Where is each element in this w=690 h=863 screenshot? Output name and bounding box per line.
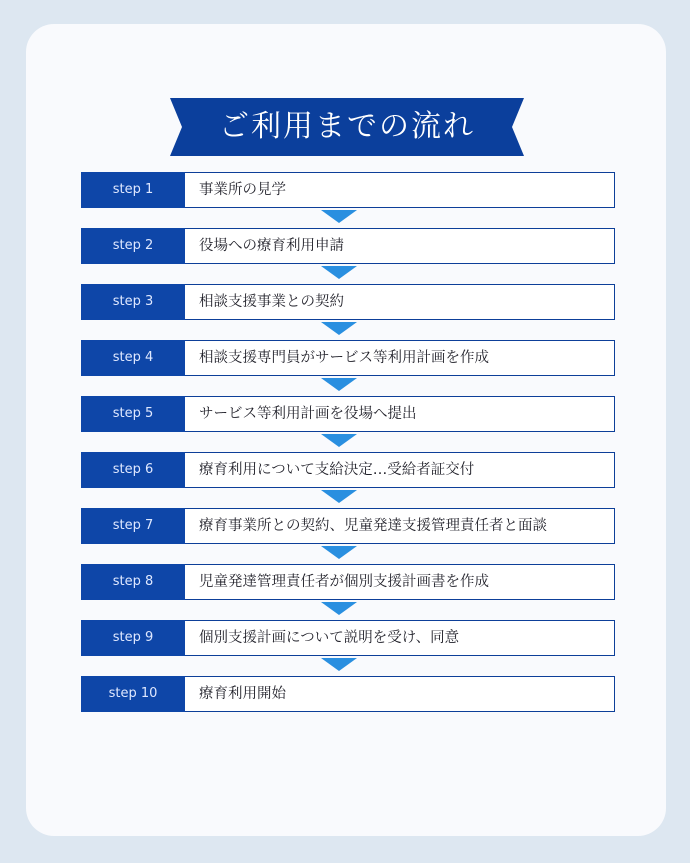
step-number: step 6	[81, 452, 185, 488]
down-arrow-icon	[321, 434, 357, 447]
step-number: step 5	[81, 396, 185, 432]
step-label: 個別支援計画について説明を受け、同意	[199, 630, 460, 646]
step-box	[185, 340, 615, 376]
step-label: 療育利用について支給決定…受給者証交付	[199, 462, 475, 478]
step-item	[81, 508, 616, 544]
step-label: 相談支援専門員がサービス等利用計画を作成	[199, 350, 489, 366]
down-arrow-icon	[321, 546, 357, 559]
step-label: サービス等利用計画を役場へ提出	[199, 406, 417, 422]
step-item	[81, 452, 616, 488]
step-label: 児童発達管理責任者が個別支援計画書を作成	[199, 574, 489, 590]
step-item	[81, 228, 616, 264]
step-number: step 7	[81, 508, 185, 544]
down-arrow-icon	[321, 210, 357, 223]
step-item	[81, 284, 616, 320]
step-number: step 4	[81, 340, 185, 376]
page-title: ご利用までの流れ	[219, 109, 475, 144]
step-item	[81, 676, 616, 712]
step-item	[81, 172, 616, 208]
step-label: 事業所の見学	[199, 182, 286, 198]
step-box	[185, 228, 615, 264]
step-item	[81, 340, 616, 376]
step-box	[185, 508, 615, 544]
step-number: step 10	[81, 676, 185, 712]
step-box	[185, 564, 615, 600]
step-label: 役場への療育利用申請	[199, 238, 344, 254]
step-number: step 2	[81, 228, 185, 264]
step-box	[185, 676, 615, 712]
step-box	[185, 284, 615, 320]
step-number: step 8	[81, 564, 185, 600]
down-arrow-icon	[321, 490, 357, 503]
step-box	[185, 620, 615, 656]
down-arrow-icon	[321, 266, 357, 279]
step-item	[81, 620, 616, 656]
down-arrow-icon	[321, 378, 357, 391]
step-number: step 1	[81, 172, 185, 208]
step-box	[185, 452, 615, 488]
step-label: 療育利用開始	[199, 686, 286, 702]
title-banner	[170, 98, 524, 156]
step-item	[81, 396, 616, 432]
down-arrow-icon	[321, 602, 357, 615]
step-label: 療育事業所との契約、児童発達支援管理責任者と面談	[199, 518, 547, 534]
step-item	[81, 564, 616, 600]
down-arrow-icon	[321, 322, 357, 335]
step-label: 相談支援事業との契約	[199, 294, 344, 310]
step-box	[185, 396, 615, 432]
step-number: step 3	[81, 284, 185, 320]
step-box	[185, 172, 615, 208]
step-number: step 9	[81, 620, 185, 656]
down-arrow-icon	[321, 658, 357, 671]
